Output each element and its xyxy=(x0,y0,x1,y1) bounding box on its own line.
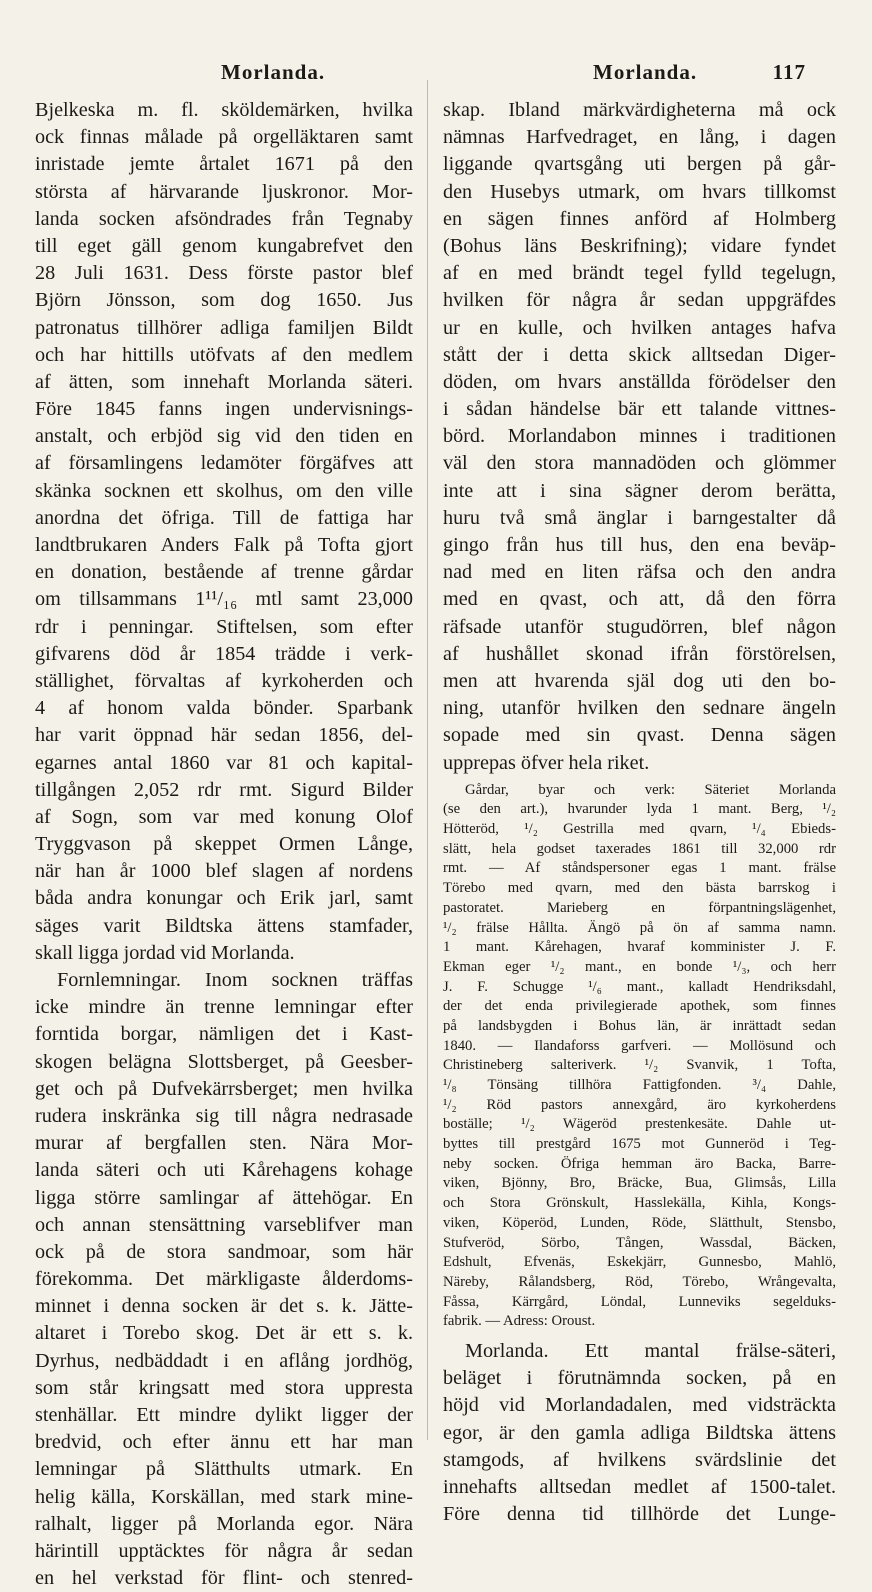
text-line: minnet i denna socken är det s. k. Jätte- xyxy=(35,1295,413,1318)
text-line: landa säteri och uti Kårehagens kohage xyxy=(35,1159,413,1182)
text-line: altaret i Torebo skog. Det är ett s. k. xyxy=(35,1322,413,1345)
text-line: och har hittills utöfvats af den medlem xyxy=(35,343,413,366)
text-line: ¹/₈ Tönsäng tillhöra Fattigfonden. ³/₄ Dahle, xyxy=(443,1077,836,1093)
text-line: liggande qvartsgång uti bergen på går- xyxy=(443,153,836,176)
text-line: en sägen finnes anförd af Holmberg xyxy=(443,207,836,230)
text-line: rmt. — Af ståndspersoner egas 1 mant. frälse xyxy=(443,860,836,877)
text-line: härintill upptäcktes för några år sedan xyxy=(35,1539,413,1562)
text-line: icke mindre än trenne lemningar efter xyxy=(35,996,413,1019)
text-line: Törebo med qvarn, med den bästa barrskog i xyxy=(443,880,836,897)
text-line: Ekman eger ¹/₂ mant., en bonde ¹/₃, och herr xyxy=(443,958,836,975)
right-column xyxy=(443,97,836,1528)
text-line: patronatus tillhörer adliga familjen Bildt xyxy=(35,316,413,339)
text-line: egarnes antal 1860 var 81 och kapital- xyxy=(35,751,413,774)
text-line: viken, Bjönny, Bro, Bräcke, Bua, Glimsås, Lilla xyxy=(443,1175,836,1192)
text-line: 1 mant. Kårehagen, hvaraf komminister J. F. xyxy=(443,939,836,956)
text-line: gingo från hus till hus, den ena beväp- xyxy=(443,534,836,556)
page-header xyxy=(38,60,836,90)
text-line: största af härvarande ljuskronor. Mor- xyxy=(35,180,413,203)
text-line: Björn Jönsson, som dog 1650. Jus xyxy=(35,289,413,312)
text-line: tillgången 2,052 rdr rmt. Sigurd Bilder xyxy=(35,778,413,801)
text-line: 28 Juli 1631. Dess förste pastor blef xyxy=(35,262,413,285)
page-number: 117 xyxy=(772,60,806,84)
text-line: J. F. Schugge ¹/₆ mant., kalladt Hendriksdahl, xyxy=(443,978,836,995)
text-line: lemningar på Slätthults utmark. En xyxy=(35,1458,413,1481)
text-line: beläget i förutnämnda socken, på en xyxy=(443,1367,836,1390)
text-line: landa socken afsöndrades från Tegnaby xyxy=(35,207,413,230)
text-line: (se den art.), hvarunder lyda 1 mant. Berg, ¹/₂ xyxy=(443,801,836,818)
text-line: innehafts alltsedan medlet af 1500-talet. xyxy=(443,1475,836,1498)
text-line: anordna det öfriga. Till de fattiga har xyxy=(35,506,413,529)
text-line: Hötteröd, ¹/₂ Gestrilla med qvarn, ¹/₄ Ebieds- xyxy=(443,821,836,838)
text-line: med en qvast, och att, då den förra xyxy=(443,588,836,611)
text-line: helig källa, Korskällan, med stark mine- xyxy=(35,1485,413,1508)
text-line: huru två små änglar i barngestalter då xyxy=(443,506,836,529)
running-title-right: Morlanda. xyxy=(593,60,698,84)
text-line: till eget gäll genom kungabrefvet den xyxy=(35,234,413,257)
text-line: get och på Dufvekärrsberget; men hvilka xyxy=(35,1077,413,1100)
text-line: den Husebys utmark, om hvars tillkomst xyxy=(443,180,836,203)
running-title-left: Morlanda. xyxy=(221,60,326,84)
text-line: som står kringsatt med stora uppresta xyxy=(35,1376,413,1399)
text-line: Morlanda. Ett mantal frälse-säteri, xyxy=(465,1339,836,1362)
text-line: säges varit Bildtska ättens stamfader, xyxy=(35,914,413,937)
text-line: ur en kulle, och hvilken antages hafva xyxy=(443,316,836,339)
text-line: 4 af honom valda bönder. Sparbank xyxy=(35,697,413,720)
text-line: ligga större samlingar af ättehögar. En xyxy=(35,1186,413,1209)
text-line: har varit öppnad här sedan 1856, del- xyxy=(35,724,413,747)
text-line: nämnas Harfvedraget, en lång, i dagen xyxy=(443,126,836,149)
text-line: Före denna tid tillhörde det Lunge- xyxy=(443,1503,836,1526)
text-line: viken, Köperöd, Lunden, Röde, Slätthult, Stensbo, xyxy=(443,1214,836,1231)
text-line: ock finnas målade på orgelläktaren samt xyxy=(35,126,413,149)
text-line: skall ligga jordad vid Morlanda. xyxy=(35,941,295,964)
text-line: byttes till prestgård 1675 mot Gunneröd i Teg- xyxy=(443,1136,836,1153)
text-line: och annan stensättning varseblifver man xyxy=(35,1213,413,1236)
text-line: skänka socknen ett skolhus, om den ville xyxy=(35,479,413,502)
text-line: Edshult, Efvenäs, Eskekjärr, Gunnesbo, Mahlö, xyxy=(443,1254,836,1271)
text-line: Gårdar, byar och verk: Säteriet Morlanda xyxy=(465,781,836,798)
text-line: men att hvarenda själ dog uti den bo- xyxy=(443,669,836,692)
text-line: höjd vid Morlandadalen, med vidsträckta xyxy=(443,1394,836,1417)
text-line: och Stora Grönskult, Hasslekälla, Kihla, Kongs- xyxy=(443,1195,836,1212)
right-main-text xyxy=(443,97,836,777)
text-line: skogen belägna Slottsberget, på Geesber- xyxy=(35,1050,413,1073)
text-line: anstalt, och erbjöd sig vid den tiden en xyxy=(35,425,413,448)
text-line: af Sogn, som var med konung Olof xyxy=(35,805,413,828)
text-line: sopade med sin qvast. Denna sägen xyxy=(443,724,836,747)
text-line: börd. Morlandabon minnes i traditionen xyxy=(443,425,836,448)
text-line: räfsade utanför stugudörren, blef någon xyxy=(443,615,836,638)
text-line: Tryggvason på skeppet Ormen Långe, xyxy=(35,833,413,856)
text-line: forntida borgar, nämligen det i Kast- xyxy=(35,1023,413,1046)
text-line: väl den stora mannadöden och glömmer xyxy=(443,452,836,475)
text-line: Näreby, Rålandsberg, Röd, Törebo, Wrångevalta, xyxy=(443,1273,836,1290)
text-line: hvilken för några år sedan uppgräfdes xyxy=(443,289,836,312)
text-line: af ätten, som innehaft Morlanda säteri. xyxy=(35,370,413,393)
text-line: på landsbygden i Bohus län, är inrättadt sedan xyxy=(443,1017,836,1034)
text-line: Bjelkeska m. fl. sköldemärken, hvilka xyxy=(35,99,413,121)
text-line: egor, är den gamla adliga Bildtska ättens xyxy=(443,1421,836,1444)
text-line: boställe; ¹/₂ Wägeröd prestenkesäte. Dahle ut- xyxy=(443,1116,836,1133)
text-line: pastoratet. Marieberg en förpantningslägenhet, xyxy=(443,899,836,916)
text-line: fabrik. — Adress: Oroust. xyxy=(443,1313,596,1330)
text-line: stenhällar. Ett mindre dylikt ligger der xyxy=(35,1404,413,1426)
text-line: rdr i penningar. Stiftelsen, som efter xyxy=(35,615,413,638)
text-line: upprepas öfver hela riket. xyxy=(443,751,650,774)
text-line: när han år 1000 blef slagen af nordens xyxy=(35,860,413,883)
text-line: stamgods, af hvilkens svärdslinie det xyxy=(443,1448,836,1471)
text-line: ning, utanför hvilken den sednare ängeln xyxy=(443,697,836,720)
column-divider xyxy=(427,80,428,1440)
text-line: af en med brändt tegel fylld tegelugn, xyxy=(443,262,836,285)
text-line: inristade jemte årtalet 1671 på den xyxy=(35,153,413,176)
text-line: murar af bergfallen sten. Nära Mor- xyxy=(35,1132,413,1155)
text-line: af hushållet skonad ifrån förstörelsen, xyxy=(443,642,836,665)
text-line: i sådan händelse bär ett talande vittnes- xyxy=(443,398,836,421)
text-line: landtbrukaren Anders Falk på Tofta gjort xyxy=(35,534,413,556)
text-line: bredvid, och efter ännu ett har man xyxy=(35,1431,413,1454)
text-line: ställighet, förvaltas af kyrkoherden och xyxy=(35,669,413,692)
text-line: ¹/₂ Röd pastors annexgård, äro kyrkoherdens xyxy=(443,1096,836,1113)
text-line: en hel verkstad för flint- och stenred- xyxy=(35,1567,413,1590)
text-line: ock på de stora sandmoar, som här xyxy=(35,1240,413,1263)
text-line: neby socken. Öfriga hemman äro Backa, Barre- xyxy=(443,1155,836,1172)
text-line: inte att i sina sägner derom berätta, xyxy=(443,479,836,502)
text-line: gifvarens död år 1854 trädde i verk- xyxy=(35,642,413,665)
text-line: nad med en liten räfsa och den andra xyxy=(443,561,836,584)
text-line: skap. Ibland märkvärdigheterna må ock xyxy=(443,99,836,121)
text-line: förekomma. Det märkligaste ålderdoms- xyxy=(35,1268,413,1291)
text-line: Dyrhus, nedbäddadt i en aflång jordhög, xyxy=(35,1349,413,1372)
text-line: rudera inskränka sig till några nedrasade xyxy=(35,1104,413,1127)
text-line: 1840. — Ilandaforss garfveri. — Mollösund och xyxy=(443,1037,836,1054)
text-line: stått der i detta skick alltsedan Diger- xyxy=(443,343,836,366)
text-line: Före 1845 fanns ingen undervisnings- xyxy=(35,398,413,421)
text-line: af församlingens ledamöter förgäfves att xyxy=(35,452,413,475)
text-line: ralhalt, ligger på Morlanda egor. Nära xyxy=(35,1512,413,1535)
text-line: Stufveröd, Sörbo, Tången, Wassdal, Bäcken, xyxy=(443,1234,836,1251)
text-line: om tillsammans 1¹¹/₁₆ mtl samt 23,000 xyxy=(35,588,413,611)
text-line: ¹/₂ frälse Hållta. Ängö på ön af samma namn. xyxy=(443,919,836,936)
text-line: slätt, hela godset taxerades 1861 till 32,000 rdr xyxy=(443,840,836,857)
text-line: båda andra konungar och Erik jarl, samt xyxy=(35,887,413,910)
morlanda-entry xyxy=(443,1338,836,1528)
text-line: Christineberg salteriverk. ¹/₂ Svanvik, 1 Tofta, xyxy=(443,1057,836,1074)
text-line: Fåssa, Kärrgård, Löndal, Lunneviks segelduks- xyxy=(443,1293,836,1310)
text-line: en donation, bestående af trenne gårdar xyxy=(35,561,413,584)
text-line: Fornlemningar. Inom socknen träffas xyxy=(57,969,413,991)
left-column xyxy=(35,97,413,1592)
text-line: döden, om hvars anställda förödelser den xyxy=(443,370,836,393)
text-line: der det enda privilegierade apothek, som finnes xyxy=(443,998,836,1015)
farm-list-notes xyxy=(443,781,836,1332)
text-line: (Bohus läns Beskrifning); vidare fyndet xyxy=(443,234,836,257)
